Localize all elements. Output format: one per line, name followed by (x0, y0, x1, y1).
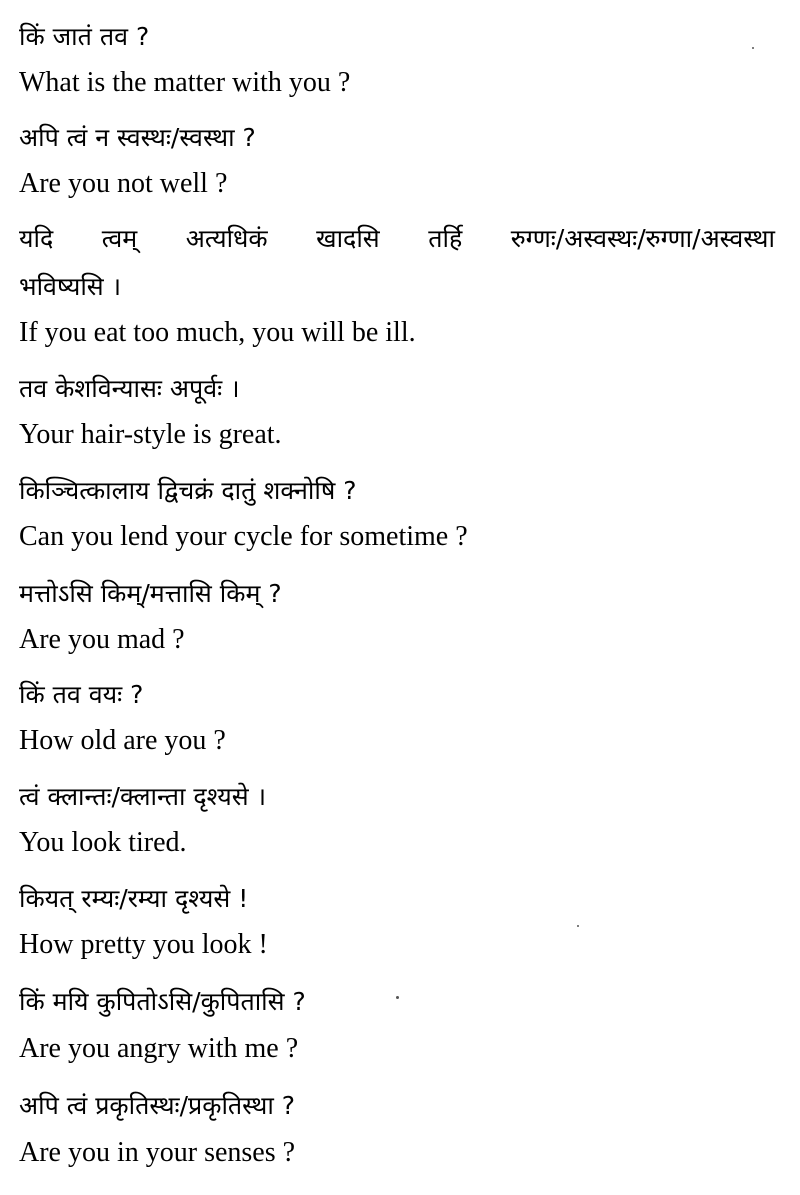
sanskrit-phrase-line-2: भविष्यसि । (19, 272, 122, 301)
scan-speck (577, 925, 579, 927)
english-translation: What is the matter with you ? (19, 67, 351, 98)
english-translation: Are you not well ? (19, 168, 228, 199)
english-translation: Are you in your senses ? (19, 1137, 296, 1168)
sanskrit-phrase: किं मयि कुपितोऽसि/कुपितासि ? (19, 987, 306, 1016)
sanskrit-phrase: किं जातं तव ? (19, 22, 150, 51)
sanskrit-phrase: अपि त्वं न स्वस्थः/स्वस्था ? (19, 123, 256, 152)
english-translation: Are you angry with me ? (19, 1033, 299, 1064)
sanskrit-phrase: मत्तोऽसि किम्/मत्तासि किम् ? (19, 579, 282, 608)
english-translation: How pretty you look ! (19, 929, 268, 960)
sanskrit-phrase: तव केशविन्यासः अपूर्वः । (19, 374, 240, 403)
english-translation: Your hair-style is great. (19, 419, 282, 450)
sanskrit-phrase-line-1: यदि त्वम् अत्यधिकं खादसि तर्हि रुग्णः/अस्वस्थः/रुग्णा/अस्वस्था (19, 224, 775, 253)
sanskrit-phrase: किं तव वयः ? (19, 680, 144, 709)
scan-speck (752, 47, 754, 49)
english-translation: If you eat too much, you will be ill. (19, 317, 416, 348)
sanskrit-phrase: अपि त्वं प्रकृतिस्थः/प्रकृतिस्था ? (19, 1091, 296, 1120)
english-translation: Are you mad ? (19, 624, 185, 655)
english-translation: How old are you ? (19, 725, 226, 756)
english-translation: Can you lend your cycle for sometime ? (19, 521, 468, 552)
english-translation: You look tired. (19, 827, 187, 858)
sanskrit-phrase: किञ्चित्कालाय द्विचक्रं दातुं शक्नोषि ? (19, 476, 357, 505)
scan-speck (396, 996, 399, 999)
sanskrit-phrase: कियत् रम्यः/रम्या दृश्यसे ! (19, 884, 249, 913)
sanskrit-phrase: त्वं क्लान्तः/क्लान्ता दृश्यसे । (19, 782, 267, 811)
